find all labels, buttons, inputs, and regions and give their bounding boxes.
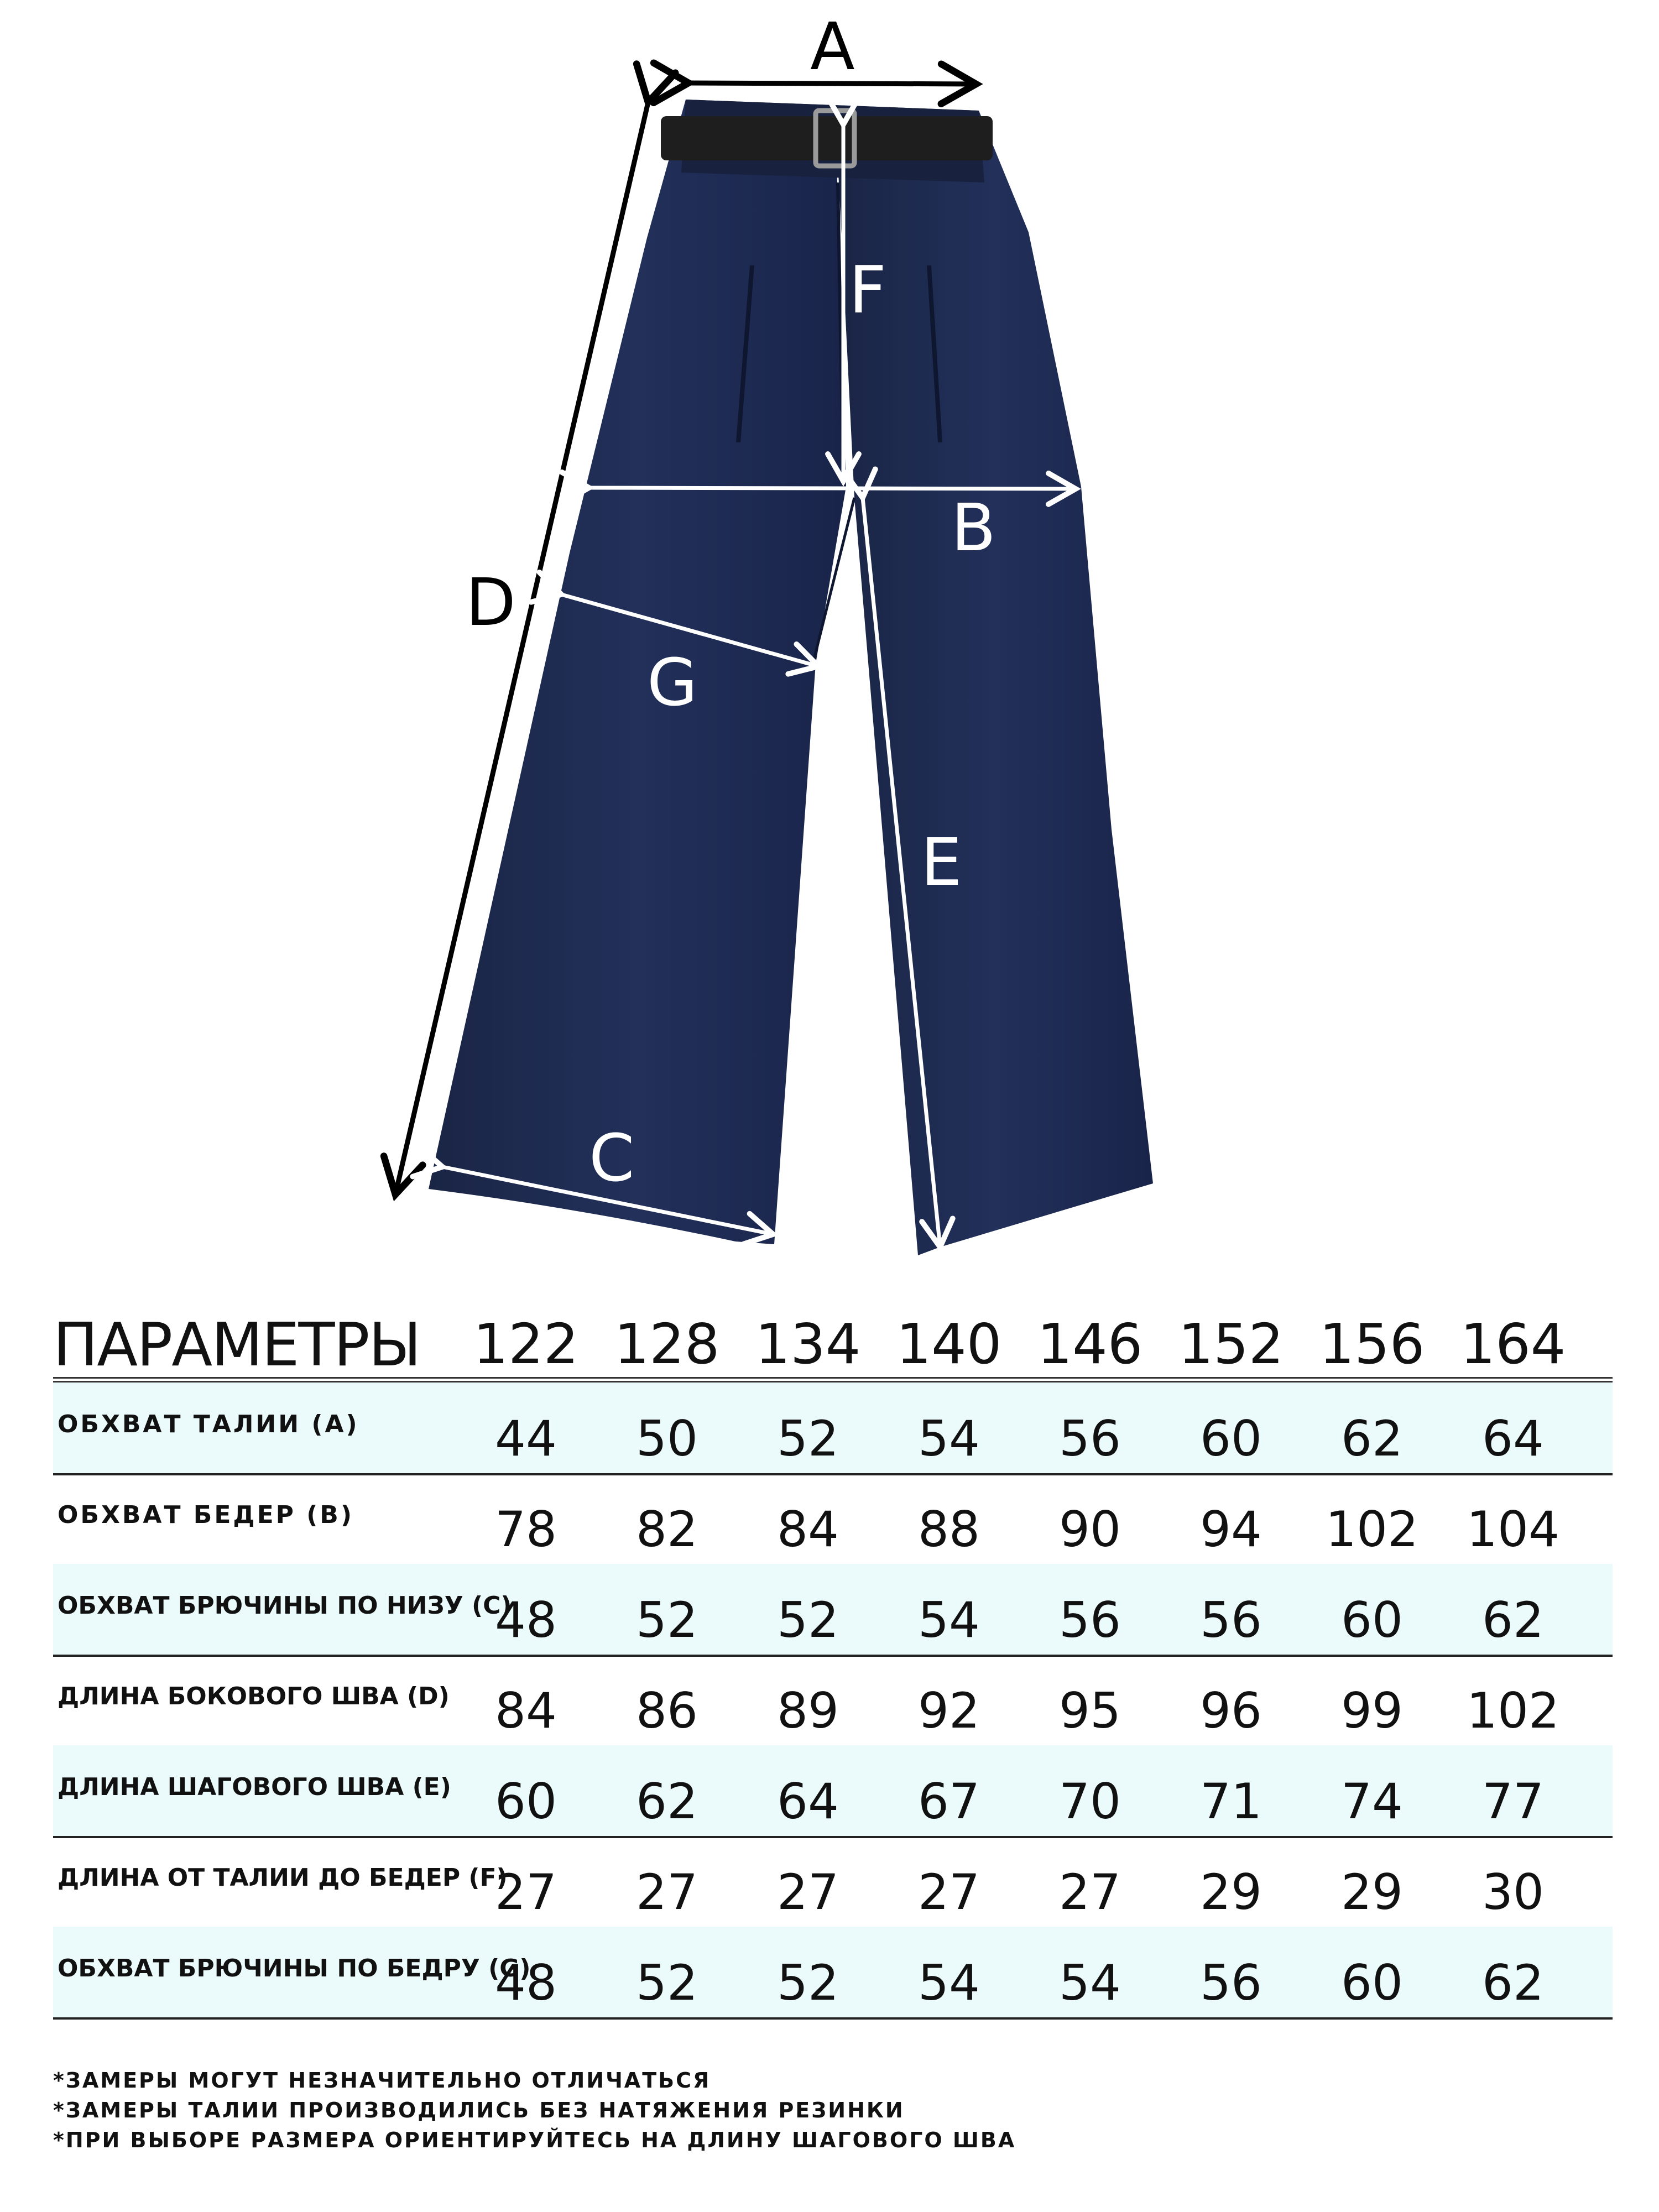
row-value: 64 [1482, 1410, 1544, 1467]
pants-left-leg [429, 100, 846, 1244]
row-label: ОБХВАТ ТАЛИИ (A) [58, 1410, 359, 1438]
table-row [53, 1745, 1613, 1838]
row-value: 96 [1200, 1682, 1262, 1739]
row-value: 52 [777, 1410, 839, 1467]
size-table [53, 1283, 1613, 2030]
size-156: 156 [1319, 1312, 1425, 1376]
size-146: 146 [1037, 1312, 1143, 1376]
row-value: 56 [1200, 1592, 1262, 1648]
size-122: 122 [473, 1312, 579, 1376]
row-value: 70 [1059, 1773, 1121, 1830]
row-value: 56 [1059, 1592, 1121, 1648]
row-value: 27 [1059, 1864, 1121, 1921]
row-label: ДЛИНА БОКОВОГО ШВА (D) [58, 1682, 450, 1710]
table-row [53, 1836, 1613, 1929]
row-value: 77 [1482, 1773, 1544, 1830]
row-label: ДЛИНА ОТ ТАЛИИ ДО БЕДЕР (F) [58, 1864, 508, 1892]
row-value: 94 [1200, 1501, 1262, 1558]
row-label: ОБХВАТ БРЮЧИНЫ ПО БЕДРУ (G) [58, 1954, 531, 1983]
row-value: 88 [918, 1501, 980, 1558]
row-value: 84 [495, 1682, 557, 1739]
table-row [53, 1383, 1613, 1475]
row-value: 29 [1341, 1864, 1403, 1921]
row-value: 52 [636, 1592, 698, 1648]
label-d: D [466, 564, 516, 640]
row-value: 90 [1059, 1501, 1121, 1558]
row-value: 54 [918, 1592, 980, 1648]
row-value: 60 [1200, 1410, 1262, 1467]
row-value: 99 [1341, 1682, 1403, 1739]
row-value: 84 [777, 1501, 839, 1558]
table-row [53, 1927, 1613, 2020]
row-value: 89 [777, 1682, 839, 1739]
size-134: 134 [755, 1312, 861, 1376]
row-value: 29 [1200, 1864, 1262, 1921]
row-value: 104 [1467, 1501, 1559, 1558]
row-value: 67 [918, 1773, 980, 1830]
row-value: 60 [495, 1773, 557, 1830]
row-value: 64 [777, 1773, 839, 1830]
row-value: 60 [1341, 1954, 1403, 2011]
label-b: B [951, 489, 996, 566]
row-value: 52 [636, 1954, 698, 2011]
row-value: 50 [636, 1410, 698, 1467]
table-row [53, 1655, 1613, 1747]
footnotes [53, 2065, 1601, 2155]
row-value: 56 [1200, 1954, 1262, 2011]
size-140: 140 [896, 1312, 1002, 1376]
pants-image [429, 100, 1153, 1255]
row-value: 71 [1200, 1773, 1262, 1830]
row-value: 60 [1341, 1592, 1403, 1648]
arrow-b [589, 488, 1076, 489]
row-value: 27 [495, 1864, 557, 1921]
label-g: G [647, 644, 698, 721]
table-header-title: ПАРАМЕТРЫ [53, 1311, 420, 1380]
footnote: *ЗАМЕРЫ МОГУТ НЕЗНАЧИТЕЛЬНО ОТЛИЧАТЬСЯ [53, 2068, 711, 2093]
label-a: A [810, 8, 855, 85]
row-value: 62 [1482, 1954, 1544, 2011]
row-value: 62 [636, 1773, 698, 1830]
row-value: 54 [918, 1410, 980, 1467]
row-value: 30 [1482, 1864, 1544, 1921]
row-value: 95 [1059, 1682, 1121, 1739]
footnote: *ПРИ ВЫБОРЕ РАЗМЕРА ОРИЕНТИРУЙТЕСЬ НА ДЛИНУ ШАГОВОГО ШВА [53, 2128, 1016, 2152]
row-value: 86 [636, 1682, 698, 1739]
row-label: ОБХВАТ БЕДЕР (B) [58, 1501, 354, 1529]
row-value: 27 [636, 1864, 698, 1921]
row-value: 62 [1482, 1592, 1544, 1648]
label-c: C [589, 1120, 635, 1196]
table-row [53, 1473, 1613, 1566]
size-164: 164 [1460, 1312, 1566, 1376]
row-value: 56 [1059, 1410, 1121, 1467]
row-value: 102 [1326, 1501, 1418, 1558]
label-f: F [849, 252, 886, 328]
label-e: E [921, 824, 962, 900]
row-value: 54 [918, 1954, 980, 2011]
row-value: 74 [1341, 1773, 1403, 1830]
row-label: ОБХВАТ БРЮЧИНЫ ПО НИЗУ (C) [58, 1592, 512, 1620]
row-value: 102 [1467, 1682, 1559, 1739]
belt [661, 116, 993, 160]
row-value: 78 [495, 1501, 557, 1558]
footnote: *ЗАМЕРЫ ТАЛИИ ПРОИЗВОДИЛИСЬ БЕЗ НАТЯЖЕНИЯ РЕЗИНКИ [53, 2098, 905, 2122]
size-128: 128 [614, 1312, 720, 1376]
row-value: 48 [495, 1954, 557, 2011]
row-value: 62 [1341, 1410, 1403, 1467]
row-value: 82 [636, 1501, 698, 1558]
row-label: ДЛИНА ШАГОВОГО ШВА (E) [58, 1773, 451, 1801]
size-152: 152 [1178, 1312, 1284, 1376]
row-value: 27 [777, 1864, 839, 1921]
row-value: 27 [918, 1864, 980, 1921]
table-header-row [53, 1283, 1613, 1383]
row-value: 44 [495, 1410, 557, 1467]
row-value: 52 [777, 1954, 839, 2011]
row-value: 92 [918, 1682, 980, 1739]
row-value: 52 [777, 1592, 839, 1648]
row-value: 48 [495, 1592, 557, 1648]
row-value: 54 [1059, 1954, 1121, 2011]
table-row [53, 1564, 1613, 1657]
